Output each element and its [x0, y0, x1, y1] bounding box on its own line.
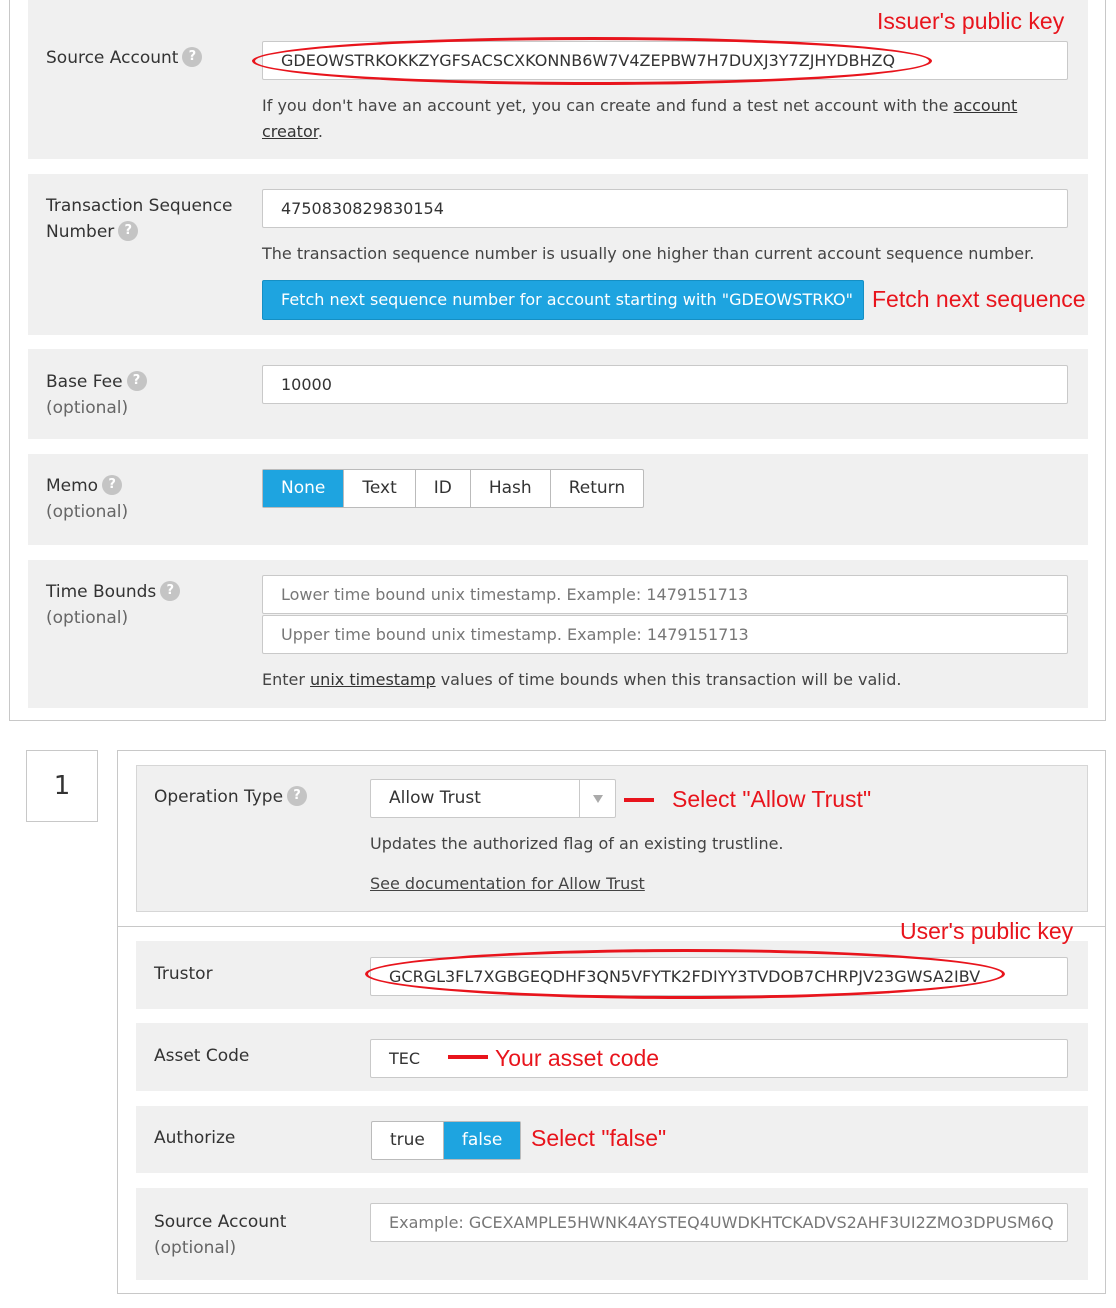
memo-option-id[interactable]: ID [416, 470, 471, 507]
authorize-label: Authorize [154, 1128, 236, 1148]
annotation-fetch-sequence: Fetch next sequence [872, 286, 1086, 312]
memo-option-return[interactable]: Return [568, 478, 626, 498]
dropdown-toggle[interactable] [579, 780, 615, 817]
source-account-help: If you don't have an account yet, you can create and fund a test net account with the account creator. [262, 96, 1018, 141]
sequence-label: Transaction Sequence Number ? [46, 196, 233, 242]
operation-type-label: Operation Type ? [154, 784, 307, 810]
annotation-user-key-ellipse [365, 949, 1005, 999]
asset-code-input[interactable]: TEC [370, 1039, 1068, 1078]
operation-doc-link[interactable]: See documentation for Allow Trust [370, 874, 645, 893]
help-icon[interactable]: ? [160, 581, 180, 601]
operation-type-description: Updates the authorized flag of an existing trustline. [370, 834, 784, 853]
annotation-select-allow-trust: Select "Allow Trust" [672, 786, 872, 812]
help-icon[interactable]: ? [287, 786, 307, 806]
sequence-help: The transaction sequence number is usually one higher than current account sequence number. [262, 244, 1035, 263]
operation-type-value: Allow Trust [389, 788, 481, 808]
annotation-asset-code: Your asset code [495, 1045, 660, 1071]
help-icon[interactable]: ? [127, 371, 147, 391]
fetch-sequence-button[interactable]: Fetch next sequence number for account starting with "GDEOWSTRKO" [262, 280, 864, 320]
authorize-option-false[interactable]: false [444, 1122, 520, 1159]
operation-source-account-label: Source Account (optional) [154, 1212, 287, 1258]
authorize-option-true[interactable]: true [372, 1122, 444, 1159]
help-icon[interactable]: ? [102, 475, 122, 495]
trustor-label: Trustor [154, 964, 213, 984]
source-account-input[interactable]: GDEOWSTRKOKKZYGFSACSCXKONNB6W7V4ZEPBW7H7DUXJ3Y7ZJHYDBHZQ [262, 41, 1068, 80]
annotation-allow-trust-dash [624, 798, 654, 802]
memo-type-selector [262, 469, 644, 508]
memo-option-none[interactable]: None [263, 470, 344, 507]
base-fee-input[interactable]: 10000 [262, 365, 1068, 404]
sequence-input[interactable]: 4750830829830154 [262, 189, 1068, 228]
operation-type-select[interactable] [370, 779, 616, 818]
annotation-issuer-key: Issuer's public key [877, 8, 1065, 34]
time-bounds-help: Enter unix timestamp values of time bounds when this transaction will be valid. [262, 670, 902, 689]
chevron-down-icon [593, 795, 603, 803]
operation-source-account-input[interactable]: Example: GCEXAMPLE5HWNK4AYSTEQ4UWDKHTCKADVS2AHF3UI2ZMO3DPUSM6Q [370, 1203, 1068, 1242]
memo-option-hash[interactable]: Hash [471, 470, 551, 507]
time-bounds-label: Time Bounds ? (optional) [46, 579, 180, 631]
annotation-issuer-key-ellipse [252, 37, 932, 85]
help-icon[interactable]: ? [182, 47, 202, 67]
operation-number: 1 [26, 750, 98, 822]
help-icon[interactable]: ? [118, 221, 138, 241]
source-account-label: Source Account ? [46, 45, 202, 71]
base-fee-label: Base Fee ? (optional) [46, 369, 147, 421]
upper-time-bound-input[interactable]: Upper time bound unix timestamp. Example: 1479151713 [262, 615, 1068, 654]
annotation-user-key: User's public key [900, 918, 1074, 944]
annotation-select-false: Select "false" [531, 1125, 667, 1151]
authorize-selector [371, 1121, 521, 1160]
trustor-input[interactable]: GCRGL3FL7XGBGEQDHF3QN5VFYTK2FDIYY3TVDOB7CHRPJV23GWSA2IBV [370, 957, 1068, 996]
annotation-asset-code-dash [448, 1055, 488, 1059]
unix-timestamp-link[interactable]: unix timestamp [310, 670, 436, 689]
memo-option-text[interactable]: Text [344, 470, 415, 507]
account-creator-link[interactable]: account creator [262, 96, 1018, 141]
memo-label: Memo ? (optional) [46, 476, 129, 522]
asset-code-label: Asset Code [154, 1046, 250, 1066]
lower-time-bound-input[interactable]: Lower time bound unix timestamp. Example: 1479151713 [262, 575, 1068, 614]
